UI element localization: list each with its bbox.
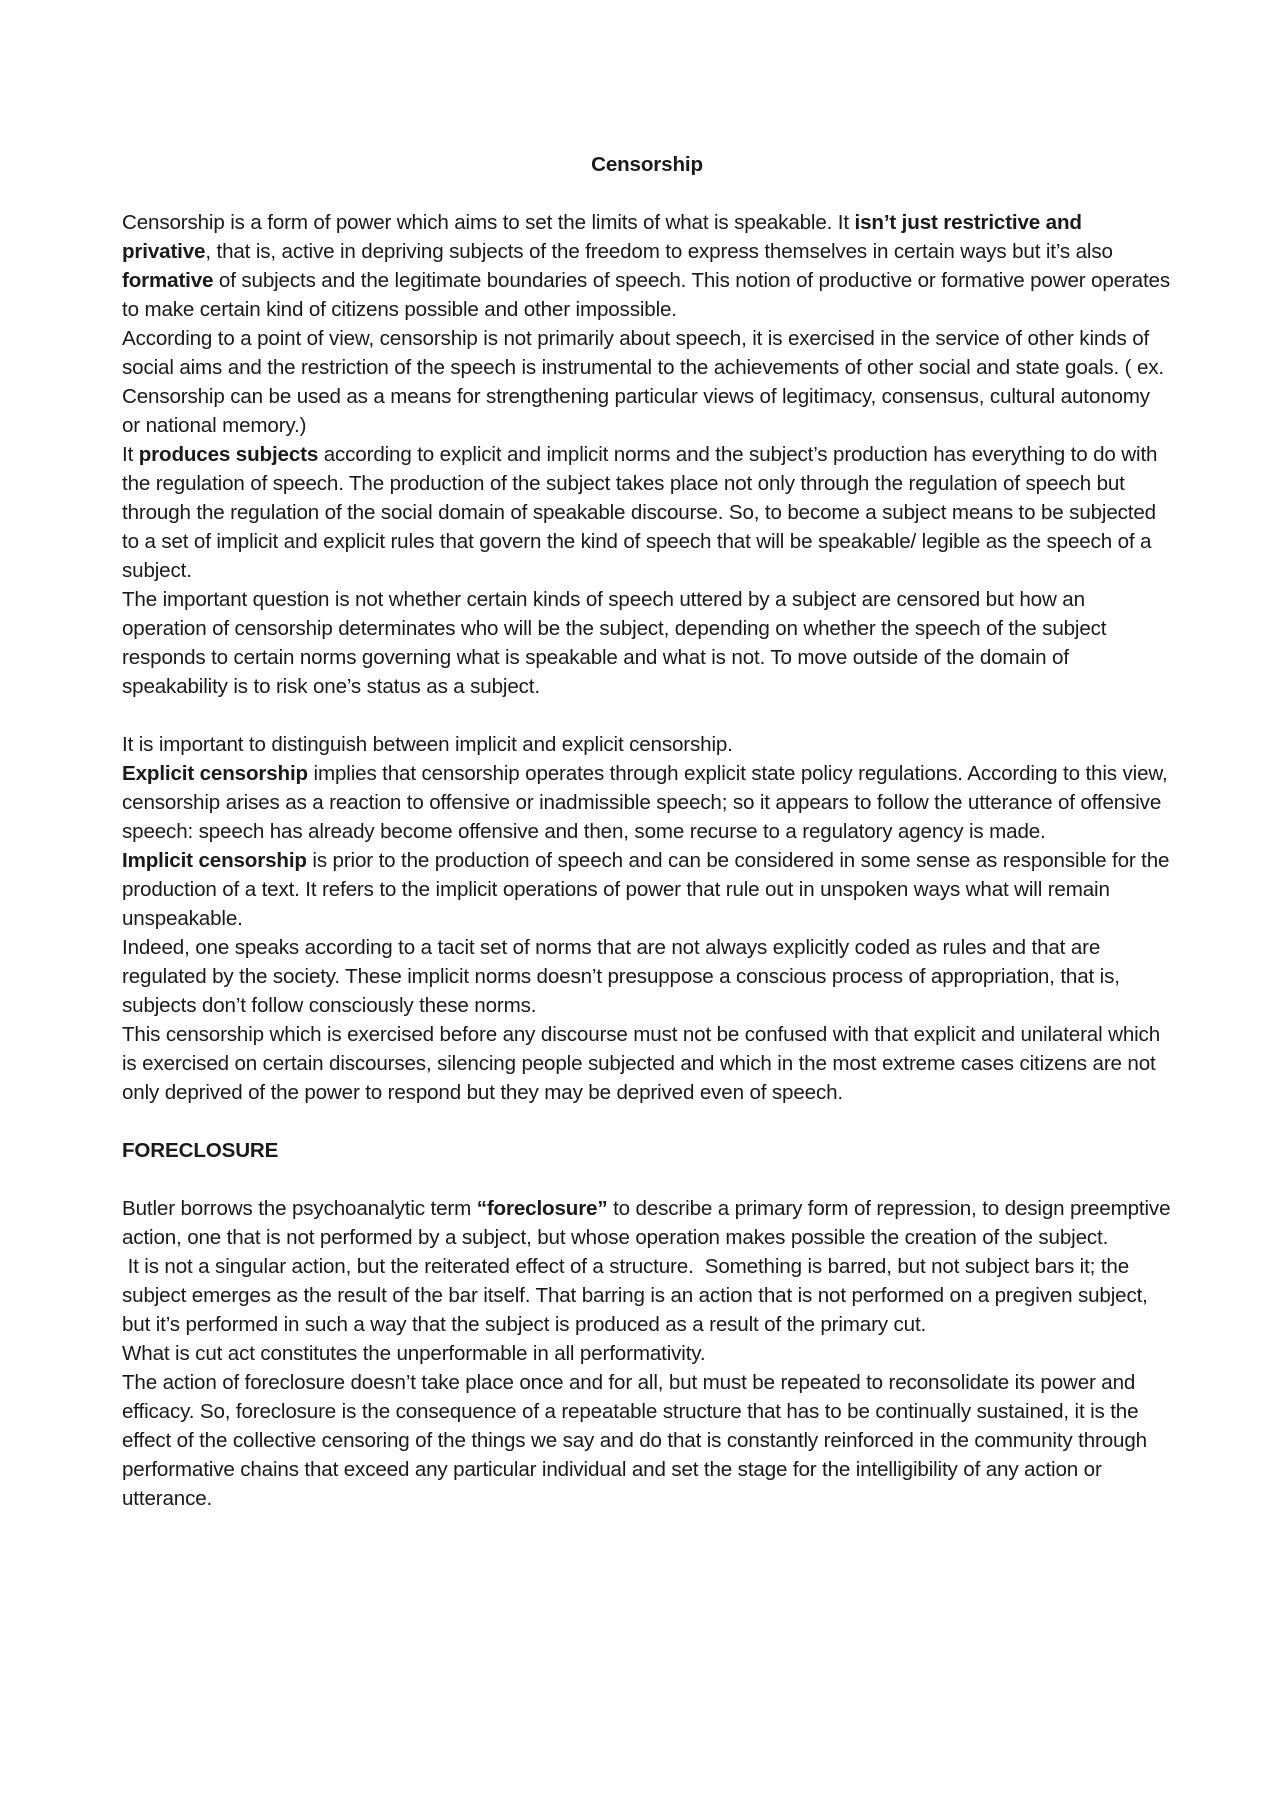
paragraph-unilateral-censorship: This censorship which is exercised before any discourse must not be confused with that explicit and unilateral which is exercised on certain discourses, silencing people subjected and which in the most extreme cases citizens are not only deprived of the power to respond but they may be deprived even of speech. (122, 1023, 1161, 1104)
document-title: Censorship (591, 153, 703, 176)
paragraph-distinguish: It is important to distinguish between implicit and explicit censorship. (122, 733, 733, 756)
text-run: to describe a primary form of repression, to design preemptive action, one that is not performed by a subject, but whose operation makes possible the creation of the subject. (122, 1197, 1171, 1249)
paragraph-repeatable-structure: The action of foreclosure doesn’t take place once and for all, but must be repeated to reconsolidate its power and efficacy. So, foreclosure is the consequence of a repeatable structure that has to be continually sustained, it is the effect of the collective censoring of the things we say and do that is constantly reinforced in the community through performative chains that exceed any particular individual and set the stage for the intelligibility of any action or utterance. (122, 1371, 1147, 1510)
text-run: of subjects and the legitimate boundaries of speech. This notion of productive or formative power operates to make certain kind of citizens possible and other impossible. (122, 269, 1170, 321)
text-run: implies that censorship operates through explicit state policy regulations. According to this view, censorship arises as a reaction to offensive or inadmissible speech; so it appears to follow the utterance of offensive speech: speech has already become offensive and then, some recurse to a regulatory agency is made. (122, 762, 1168, 843)
text-run: It (122, 443, 139, 466)
text-run: is prior to the production of speech and can be considered in some sense as responsible for the production of a text. It refers to the implicit operations of power that rule out in unspoken ways what will remain unspeakable. (122, 849, 1170, 930)
bold-run: Explicit censorship (122, 762, 308, 785)
paragraph-tacit-norms: Indeed, one speaks according to a tacit set of norms that are not always explicitly coded as rules and that are regulated by the society. These implicit norms doesn’t presuppose a conscious process of appropriation, that is, subjects don’t follow consciously these norms. (122, 936, 1120, 1017)
bold-run: isn’t just restrictive and privative (122, 211, 1082, 263)
text-run: Butler borrows the psychoanalytic term (122, 1197, 477, 1220)
paragraph-implicit-censorship (122, 846, 1172, 933)
text-run: , that is, active in depriving subjects of the freedom to express themselves in certain ways but it’s also (205, 240, 1113, 263)
paragraph-power-definition (122, 208, 1172, 324)
paragraph-important-question: The important question is not whether certain kinds of speech uttered by a subject are censored but how an operation of censorship determinates who will be the subject, depending on whether the speech of the subject responds to certain norms governing what is speakable and what is not. To move outside of the domain of speakability is to risk one’s status as a subject. (122, 588, 1107, 698)
bold-run: produces subjects (138, 443, 319, 466)
text-run: according to explicit and implicit norms and the subject’s production has everything to do with the regulation of speech. The production of the subject takes place not only through the regulation of speech but through the regulation of the social domain of speakable discourse. So, to become a subject means to be subjected to a set of implicit and explicit rules that govern the kind of speech that will be speakable/ legible as the speech of a subject. (122, 443, 1158, 582)
spacer (122, 1107, 1172, 1136)
section-heading-foreclosure: FORECLOSURE (122, 1139, 279, 1162)
bold-run: formative (122, 269, 214, 292)
bold-run: Implicit censorship (122, 849, 307, 872)
document-page (122, 150, 1172, 1513)
paragraph-social-aims: According to a point of view, censorship is not primarily about speech, it is exercised in the service of other kinds of social aims and the restriction of the speech is instrumental to the achievements of other social and state goals. ( ex. Censorship can be used as a means for strengthening particular views of legitimacy, consensus, cultural autonomy or national memory.) (122, 327, 1164, 437)
spacer (122, 1165, 1172, 1194)
paragraph-butler-foreclosure (122, 1194, 1172, 1252)
text-run: Censorship is a form of power which aims to set the limits of what is speakable. It (122, 211, 855, 234)
paragraph-produces-subjects (122, 440, 1172, 585)
spacer (122, 701, 1172, 730)
paragraph-explicit-censorship (122, 759, 1172, 846)
bold-run: “foreclosure” (476, 1197, 608, 1220)
paragraph-cut-act: What is cut act constitutes the unperformable in all performativity. (122, 1342, 706, 1365)
paragraph-reiterated-effect: It is not a singular action, but the reiterated effect of a structure. Something is barred, but not subject bars it; the subject emerges as the result of the bar itself. That barring is an action that is not performed on a pregiven subject, but it’s performed in such a way that the subject is produced as a result of the primary cut. (122, 1255, 1154, 1336)
